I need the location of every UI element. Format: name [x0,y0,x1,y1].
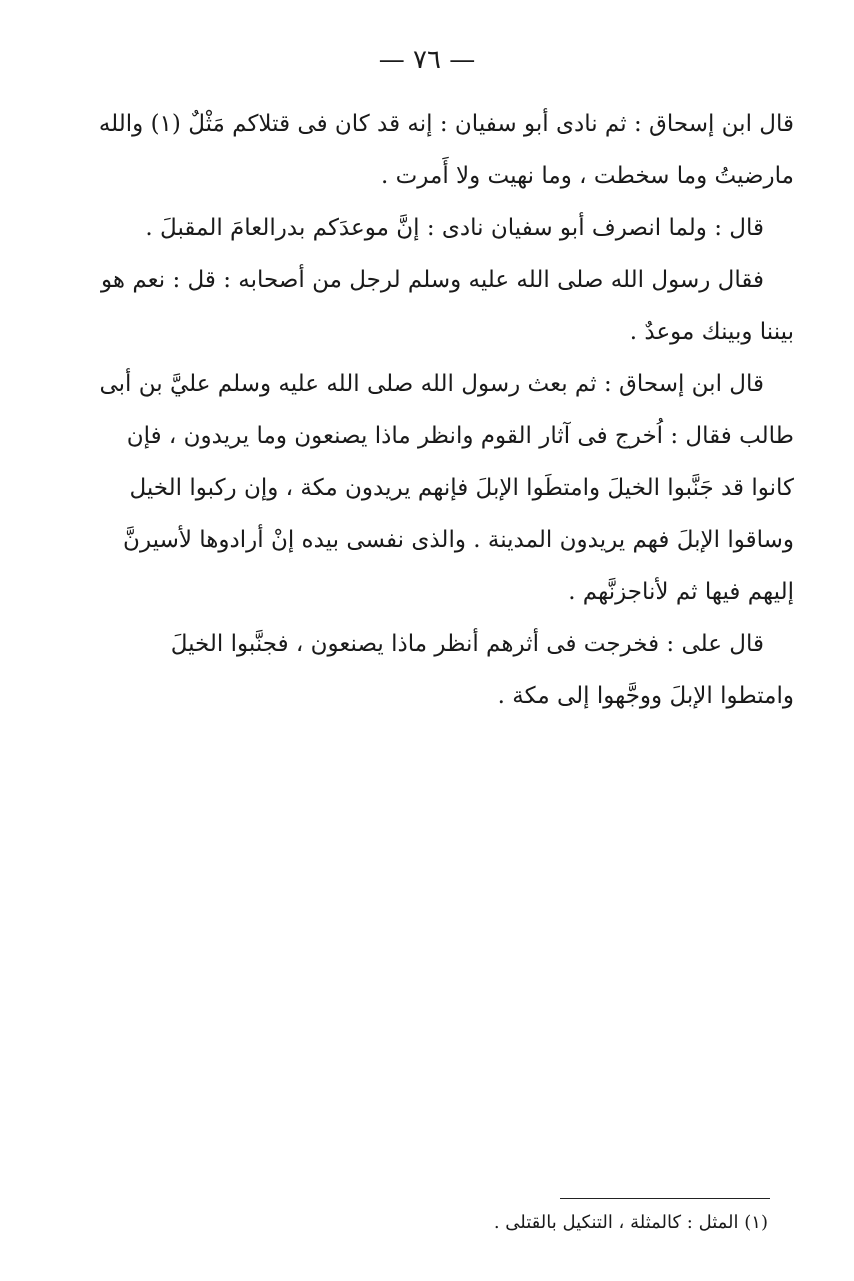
paragraph-5: قال على : فخرجت فى أثرهم أنظر ماذا يصنعون ، فجنَّبوا الخيلَ وامتطوا الإبلَ ووجَّهوا إلى مكة . [170,631,794,709]
page-number: — ٧٦ — [378,45,476,75]
paragraph-1: قال ابن إسحاق : ثم نادى أبو سفيان : إنه قد كان فى قتلاكم مَثْلٌ (١) والله مارضيتُ وما سخطت ، وما نهيت ولا أَمرت . [98,111,794,189]
body-text [94,98,794,722]
paragraph-2: قال : ولما انصرف أبو سفيان نادى : إنَّ موعدَكم بدرالعامَ المقبلَ . [145,215,764,241]
footnote: (١) المثل : كالمثلة ، التنكيل بالقتلى . [493,1212,768,1233]
paragraph-3: فقال رسول الله صلى الله عليه وسلم لرجل من أصحابه : قل : نعم هو بيننا وبينك موعدٌ . [101,267,794,345]
footnote-divider [560,1198,770,1199]
paragraph-4: قال ابن إسحاق : ثم بعث رسول الله صلى الله عليه وسلم عليَّ بن أبى طالب فقال : اُخرج فى آثار القوم وانظر ماذا يصنعون وما يريدون ، فإن كانوا قد جَنَّبوا الخيلَ وامتطَوا الإبلَ فإنهم يريدون مكة ، وإن ركبوا الخيل وساقوا الإبلَ فهم يريدون المدينة . والذى نفسى بيده إنْ أرادوها لأسيرنَّ إليهم فيها ثم لأناجزنَّهم . [99,371,794,605]
